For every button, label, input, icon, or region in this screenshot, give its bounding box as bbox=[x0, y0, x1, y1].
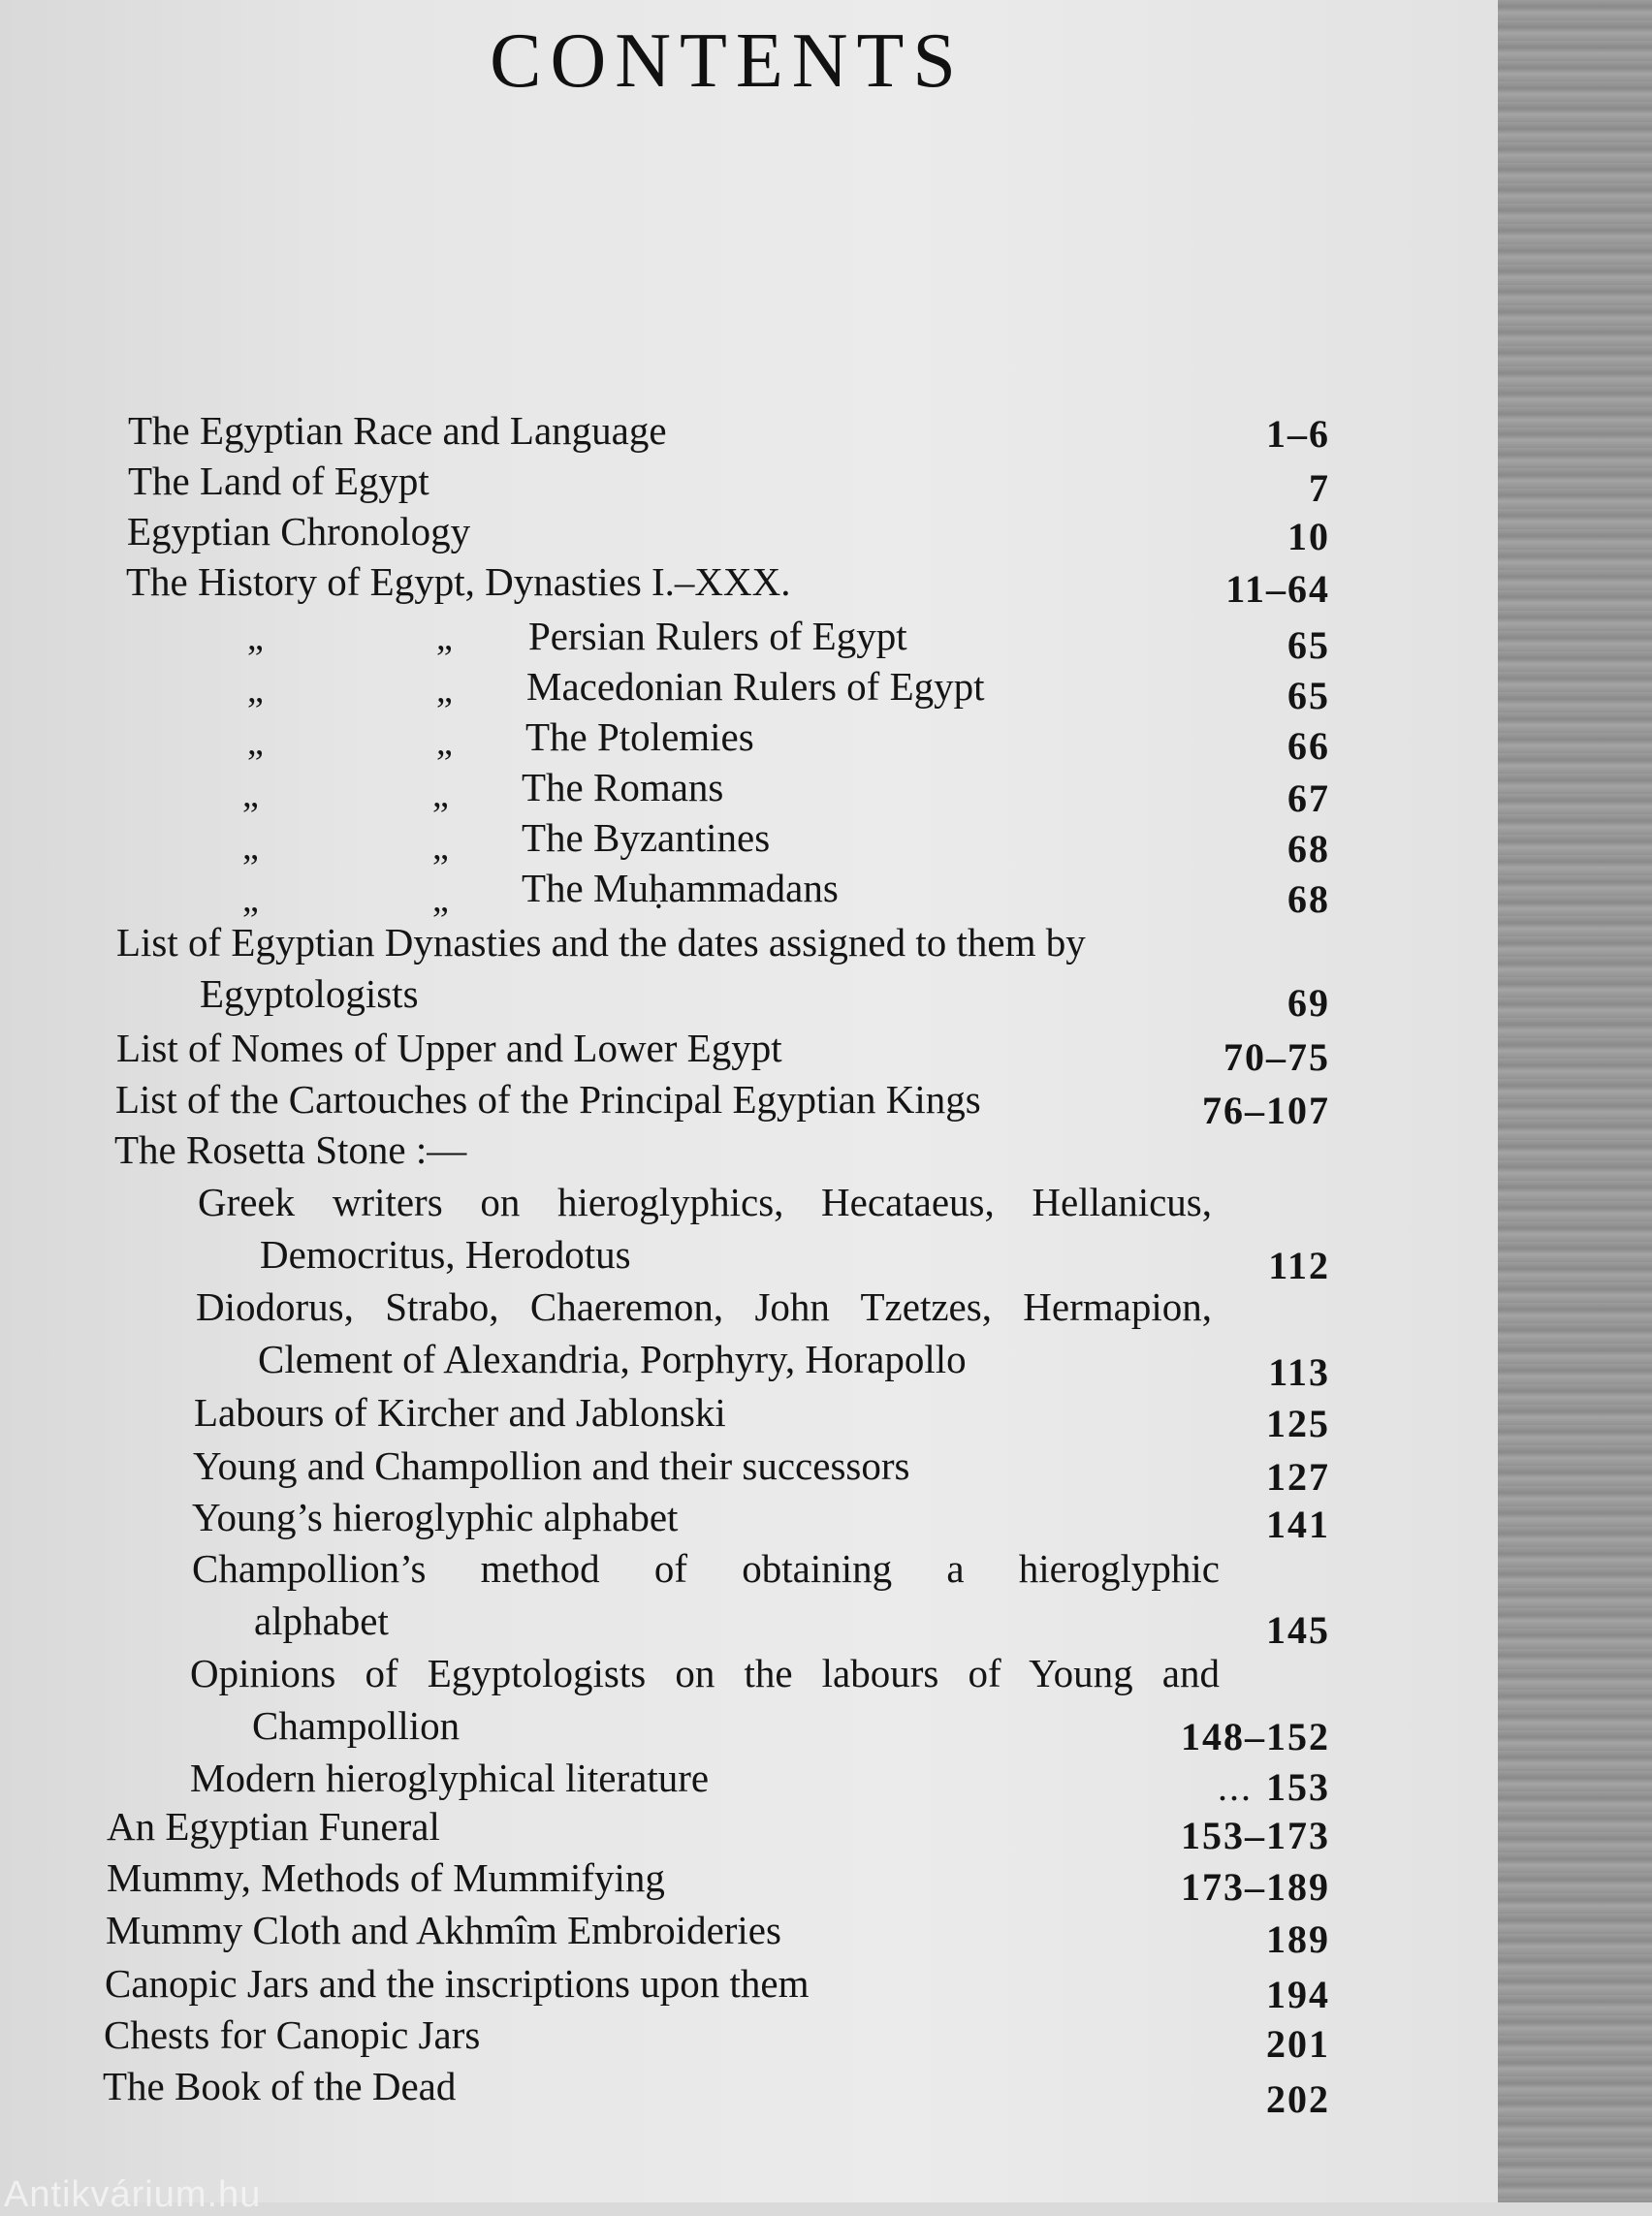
leader-dots: ... bbox=[1218, 1765, 1253, 1809]
toc-entry-page: 76–107 bbox=[1202, 1089, 1330, 1132]
toc-entry-title: Greek writers on hieroglyphics, Hecataeus, Hellanicus, bbox=[198, 1180, 1212, 1224]
toc-entry bbox=[128, 405, 1330, 456]
toc-entry-title: The Book of the Dead bbox=[103, 2064, 457, 2108]
ditto-mark: „ bbox=[242, 775, 259, 815]
toc-entry bbox=[115, 1074, 1330, 1132]
toc-entry-page: 189 bbox=[1266, 1917, 1330, 1961]
toc-entry-title: Canopic Jars and the inscriptions upon them bbox=[105, 1961, 810, 2006]
toc-entry-title: The History of Egypt, Dynasties I.–XXX. bbox=[126, 559, 791, 604]
toc-entry-page: 145 bbox=[1266, 1608, 1330, 1652]
ditto-mark: „ bbox=[436, 617, 453, 658]
toc-entry-page: 66 bbox=[1287, 724, 1330, 768]
toc-entry-title: List of Egyptian Dynasties and the dates assigned to them by bbox=[116, 920, 1086, 965]
toc-entry-title-continued: Democritus, Herodotus bbox=[260, 1232, 631, 1277]
toc-entry-title-continued: alphabet bbox=[254, 1599, 389, 1643]
page-title: CONTENTS bbox=[490, 18, 965, 104]
ditto-mark: „ bbox=[432, 879, 449, 920]
ditto-mark: „ bbox=[432, 827, 449, 868]
toc-entry bbox=[126, 611, 1330, 667]
toc-entry-title: Young and Champollion and their successors bbox=[193, 1443, 910, 1488]
toc-entry-title: Opinions of Egyptologists on the labours of Young and bbox=[190, 1651, 1220, 1695]
toc-entry bbox=[114, 1177, 1330, 1287]
toc-entry-title-continued: Egyptologists bbox=[200, 971, 419, 1016]
toc-entry-title: The Land of Egypt bbox=[128, 459, 429, 503]
toc-entry-title: The Egyptian Race and Language bbox=[128, 408, 667, 453]
toc-entry bbox=[111, 1440, 1330, 1499]
toc-entry-page: 69 bbox=[1287, 981, 1330, 1025]
toc-entry-title: The Romans bbox=[522, 765, 724, 809]
toc-entry-page: 202 bbox=[1266, 2077, 1330, 2121]
toc-entry-title: Macedonian Rulers of Egypt bbox=[526, 664, 985, 709]
toc-entry-page: 173–189 bbox=[1181, 1865, 1330, 1909]
toc-entry bbox=[116, 1023, 1330, 1079]
toc-entry-page: 148–152 bbox=[1181, 1715, 1330, 1758]
toc-entry bbox=[124, 812, 1330, 871]
toc-entry bbox=[103, 2061, 1330, 2121]
page-edge-background bbox=[1498, 0, 1652, 2202]
toc-entry bbox=[109, 1648, 1330, 1758]
toc-entry bbox=[107, 1852, 1330, 1909]
ditto-mark: „ bbox=[436, 722, 453, 763]
toc-entry bbox=[114, 1124, 1330, 1175]
toc-entry-page: 113 bbox=[1268, 1350, 1330, 1394]
toc-entry bbox=[106, 1905, 1330, 1961]
toc-entry-page: 70–75 bbox=[1223, 1035, 1330, 1079]
toc-entry bbox=[112, 1387, 1330, 1445]
toc-entry bbox=[116, 917, 1330, 1025]
toc-entry-title: Young’s hieroglyphic alphabet bbox=[192, 1495, 679, 1539]
toc-entry-title: Egyptian Chronology bbox=[127, 509, 471, 554]
toc-entry-page: 10 bbox=[1287, 515, 1330, 558]
toc-entry bbox=[111, 1543, 1330, 1652]
toc-entry-page: 7 bbox=[1309, 466, 1330, 510]
toc-entry-page: 125 bbox=[1266, 1402, 1330, 1445]
toc-entry-page: 201 bbox=[1266, 2022, 1330, 2066]
toc-entry-page: 112 bbox=[1268, 1244, 1330, 1287]
toc-entry bbox=[109, 1753, 1330, 1809]
ditto-mark: „ bbox=[242, 827, 259, 868]
ditto-mark: „ bbox=[242, 879, 259, 920]
ditto-mark: „ bbox=[432, 775, 449, 815]
toc-entry-title: The Rosetta Stone :— bbox=[114, 1127, 467, 1172]
toc-entry-title: The Muḥammadans bbox=[522, 866, 839, 910]
toc-entry-page: 68 bbox=[1287, 827, 1330, 871]
ditto-mark: „ bbox=[247, 722, 264, 763]
toc-entry bbox=[124, 762, 1330, 820]
toc-entry bbox=[126, 661, 1330, 717]
toc-entry-page: 1–6 bbox=[1266, 412, 1330, 456]
toc-entry-title: Labours of Kircher and Jablonski bbox=[194, 1390, 726, 1435]
toc-entry bbox=[128, 456, 1330, 510]
toc-entry-page: 153–173 bbox=[1181, 1814, 1330, 1857]
ditto-mark: „ bbox=[247, 617, 264, 658]
toc-entry bbox=[126, 556, 1330, 611]
toc-entry-page: 127 bbox=[1266, 1455, 1330, 1499]
toc-entry bbox=[126, 712, 1330, 768]
toc-entry bbox=[111, 1492, 1330, 1546]
toc-entry-title: Mummy Cloth and Akhmîm Embroideries bbox=[106, 1908, 781, 1952]
watermark: Antikvárium.hu bbox=[4, 2174, 262, 2215]
toc-entry bbox=[112, 1282, 1330, 1394]
ditto-mark: „ bbox=[247, 670, 264, 711]
toc-entry bbox=[127, 506, 1330, 556]
toc-entry-title-continued: Champollion bbox=[252, 1703, 461, 1748]
ditto-mark: „ bbox=[436, 670, 453, 711]
toc-entry bbox=[124, 863, 1330, 921]
toc-entry-page: 11–64 bbox=[1225, 567, 1330, 611]
toc-entry bbox=[104, 2010, 1330, 2066]
toc-entry-page: 194 bbox=[1266, 1973, 1330, 2016]
toc-entry-title: The Byzantines bbox=[522, 815, 771, 860]
toc-entry-title: Mummy, Methods of Mummifying bbox=[107, 1855, 665, 1900]
toc-entry-page: 68 bbox=[1287, 877, 1330, 921]
toc-entry-title: Chests for Canopic Jars bbox=[104, 2012, 481, 2057]
page-number: 153 bbox=[1266, 1765, 1330, 1809]
toc-entry-title: Modern hieroglyphical literature bbox=[190, 1756, 710, 1800]
toc-entry-title: Persian Rulers of Egypt bbox=[528, 614, 907, 658]
toc-entry-title-continued: Clement of Alexandria, Porphyry, Horapollo bbox=[258, 1337, 967, 1381]
toc-entry-page: 65 bbox=[1287, 674, 1330, 717]
toc-entry-title: List of Nomes of Upper and Lower Egypt bbox=[116, 1026, 782, 1070]
toc-entry-title: An Egyptian Funeral bbox=[107, 1804, 440, 1849]
toc-entry bbox=[105, 1958, 1330, 2016]
toc-entry-title: The Ptolemies bbox=[525, 714, 754, 759]
toc-entry-page: 141 bbox=[1266, 1503, 1330, 1546]
toc-entry bbox=[107, 1801, 1330, 1857]
toc-entry-title: List of the Cartouches of the Principal Egyptian Kings bbox=[115, 1077, 981, 1122]
toc-entry-title: Champollion’s method of obtaining a hieroglyphic bbox=[192, 1546, 1220, 1591]
toc-entry-page: 65 bbox=[1287, 623, 1330, 667]
toc-entry-page: 67 bbox=[1287, 776, 1330, 820]
toc-entry-title: Diodorus, Strabo, Chaeremon, John Tzetzes, Hermapion, bbox=[196, 1284, 1212, 1329]
